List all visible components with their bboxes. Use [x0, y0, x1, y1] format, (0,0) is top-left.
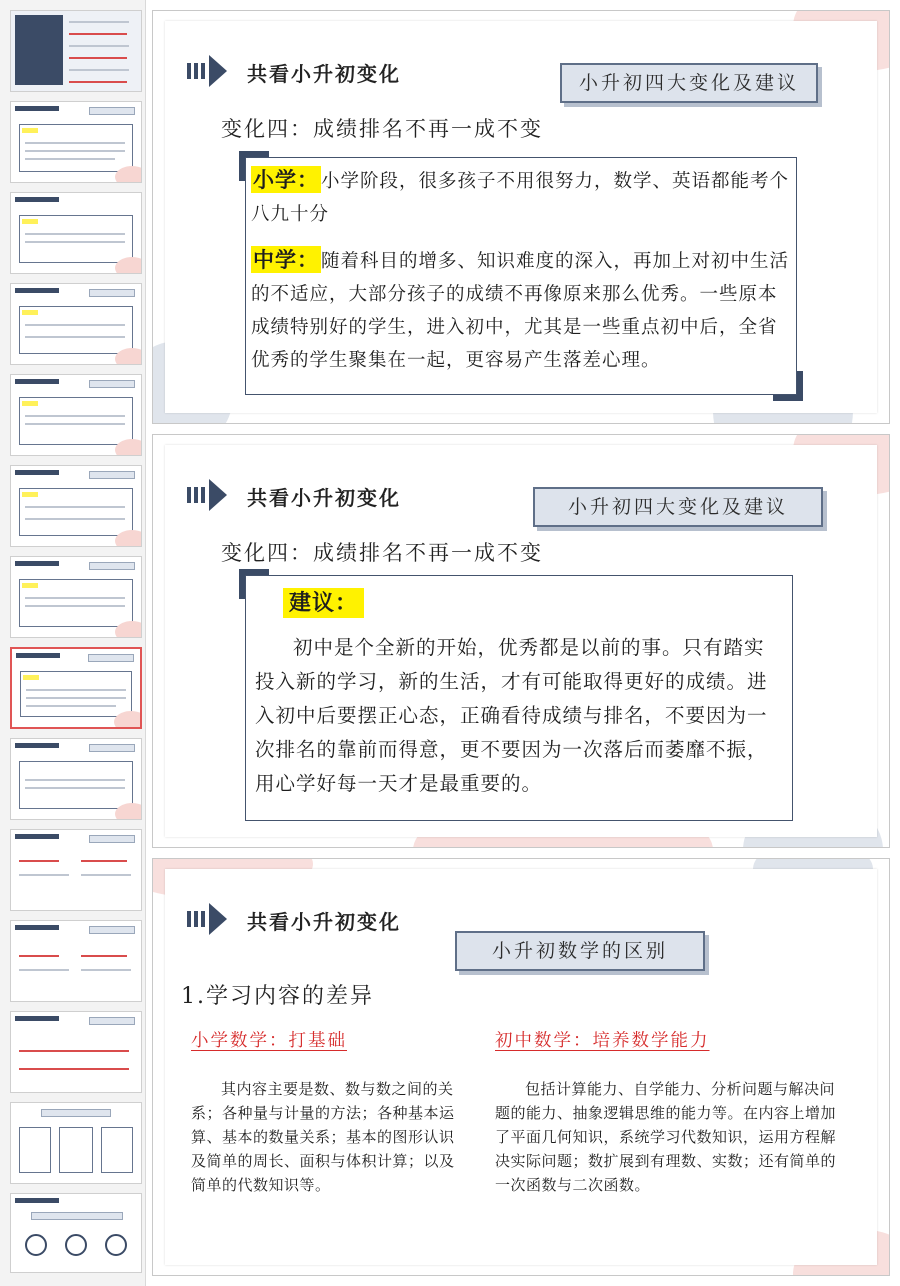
section-heading: 1.学习内容的差异 — [181, 984, 374, 1009]
middle-label: 中学： — [253, 247, 319, 272]
arrow-chevron-icon — [187, 53, 241, 89]
arrow-chevron-icon — [187, 477, 241, 513]
primary-text: 小学阶段，很多孩子不用很努力，数学、英语都能考个八九十分 — [251, 171, 790, 225]
slide-thumbnail-3[interactable] — [10, 192, 142, 274]
slide-2-content — [165, 445, 877, 837]
slide-thumbnail-1[interactable] — [10, 10, 142, 92]
header-title: 共看小升初变化 — [247, 62, 401, 86]
primary-math-text: 其内容主要是数、数与数之间的关系；各种量与计量的方法；各种基本运算、基本的数量关系；基本的图形认识及简单的周长、面积与体积计算；以及简单的代数知识等。 — [191, 1080, 455, 1194]
advice-text: 初中是个全新的开始，优秀都是以前的事。只有踏实投入新的学习，新的生活，才有可能取得更好的成绩。进入初中后要摆正心态，正确看待成绩与排名，不要因为一次排名的靠前而得意，更不要因为一次落后而萎靡不振，用心学好每一天才是最重要的。 — [255, 636, 768, 795]
primary-math-heading: 小学数学：打基础 — [191, 1031, 347, 1051]
slide-thumbnail-13[interactable] — [10, 1102, 142, 1184]
slide-thumbnail-4[interactable] — [10, 283, 142, 365]
middle-math-text: 包括计算能力、自学能力、分析问题与解决问题的能力、抽象逻辑思维的能力等。在内容上增加了平面几何知识，系统学习代数知识，运用方程解决实际问题；数扩展到有理数、实数；还有简单的一次函数与二次函数。 — [495, 1080, 837, 1194]
slide-thumbnail-8-selected[interactable] — [10, 647, 142, 729]
slide-thumbnail-9[interactable] — [10, 738, 142, 820]
slide-thumbnail-14[interactable] — [10, 1193, 142, 1273]
change-subtitle: 变化四：成绩排名不再一成不变 — [221, 117, 543, 141]
middle-math-heading: 初中数学：培养数学能力 — [495, 1031, 710, 1051]
slide-3-content — [165, 869, 877, 1265]
primary-school-paragraph — [251, 163, 791, 231]
advice-label: 建议： — [283, 588, 364, 618]
slide-thumbnail-5[interactable] — [10, 374, 142, 456]
section-tag: 小升初四大变化及建议 — [560, 63, 818, 103]
arrow-chevron-icon — [187, 901, 241, 937]
slide-thumbnail-11[interactable] — [10, 920, 142, 1002]
slide-thumbnail-7[interactable] — [10, 556, 142, 638]
slide-thumbnail-12[interactable] — [10, 1011, 142, 1093]
slide-thumbnail-10[interactable] — [10, 829, 142, 911]
header-title: 共看小升初变化 — [247, 486, 401, 510]
slide-1-content — [165, 21, 877, 413]
middle-text: 随着科目的增多、知识难度的深入，再加上对初中生活的不适应，大部分孩子的成绩不再像原来那么优秀。一些原本成绩特别好的学生，进入初中，尤其是一些重点初中后，全省优秀的学生聚集在一起，更容易产生落差心理。 — [251, 251, 790, 371]
section-tag: 小升初数学的区别 — [455, 931, 705, 971]
header-title: 共看小升初变化 — [247, 910, 401, 934]
slide-thumbnail-6[interactable] — [10, 465, 142, 547]
slide-canvas-1 — [152, 10, 890, 424]
section-tag: 小升初四大变化及建议 — [533, 487, 823, 527]
slide-canvas-3 — [152, 858, 890, 1276]
primary-label: 小学： — [253, 167, 319, 192]
middle-school-paragraph — [251, 243, 791, 377]
change-subtitle: 变化四：成绩排名不再一成不变 — [221, 541, 543, 565]
slide-canvas-2 — [152, 434, 890, 848]
slide-thumbnail-2[interactable] — [10, 101, 142, 183]
slide-thumbnail-panel[interactable] — [0, 0, 146, 1286]
advice-label-wrap — [283, 587, 364, 621]
